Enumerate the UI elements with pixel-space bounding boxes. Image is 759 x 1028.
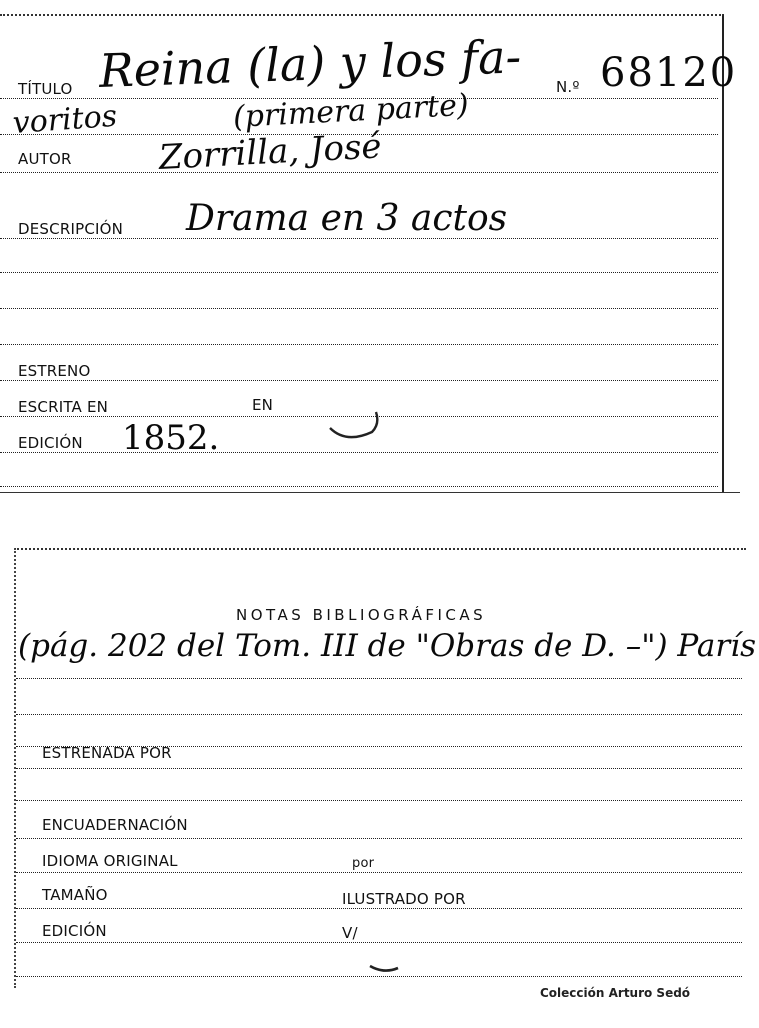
v-label: V/ xyxy=(342,924,358,942)
ruled-line xyxy=(16,908,742,909)
escrita-en-label: ESCRITA EN xyxy=(18,398,109,416)
notas-value: (pág. 202 del Tom. III de "Obras de D. –") París xyxy=(18,628,757,664)
autor-label: AUTOR xyxy=(18,150,72,168)
numero-label: N.º xyxy=(556,78,580,96)
edicion-label-back: EDICIÓN xyxy=(42,922,107,940)
numero-value: 68120 xyxy=(600,50,738,96)
titulo-value-continued: voritos xyxy=(11,98,119,141)
estreno-label: ESTRENO xyxy=(18,362,91,380)
card-bottom-edge xyxy=(0,492,740,493)
titulo-value-note: (primera parte) xyxy=(232,87,470,135)
ruled-line xyxy=(0,452,718,453)
edicion-value: 1852. xyxy=(122,418,220,458)
titulo-value: Reina (la) y los fa- xyxy=(98,29,522,98)
autor-value: Zorrilla, José xyxy=(157,126,383,178)
ruled-line xyxy=(16,872,742,873)
ilustrado-por-label: ILUSTRADO POR xyxy=(342,890,466,908)
ruled-line xyxy=(0,308,718,309)
collection-credit: Colección Arturo Sedó xyxy=(540,986,691,1000)
encuadernacion-label: ENCUADERNACIÓN xyxy=(42,816,188,834)
pencil-mark xyxy=(324,404,384,444)
descripcion-value: Drama en 3 actos xyxy=(186,198,508,239)
idioma-original-label: IDIOMA ORIGINAL xyxy=(42,852,178,870)
titulo-label: TÍTULO xyxy=(18,80,73,98)
ruled-line xyxy=(16,838,742,839)
ruled-line xyxy=(0,344,718,345)
en-label: EN xyxy=(252,396,274,414)
estrenada-por-label: ESTRENADA POR xyxy=(42,744,172,762)
ruled-line xyxy=(16,768,742,769)
pencil-mark xyxy=(366,958,406,978)
ruled-line xyxy=(0,172,718,173)
ruled-line xyxy=(16,678,742,679)
ruled-line xyxy=(0,380,718,381)
ruled-line xyxy=(16,942,742,943)
tamano-label: TAMAÑO xyxy=(42,886,108,904)
ruled-line xyxy=(16,714,742,715)
descripcion-label: DESCRIPCIÓN xyxy=(18,220,124,238)
edicion-label: EDICIÓN xyxy=(18,434,83,452)
notas-bibliograficas-heading: NOTAS BIBLIOGRÁFICAS xyxy=(236,606,487,624)
ruled-line xyxy=(16,800,742,801)
ruled-line xyxy=(0,272,718,273)
por-label: por xyxy=(352,856,375,871)
ruled-line xyxy=(0,486,718,487)
